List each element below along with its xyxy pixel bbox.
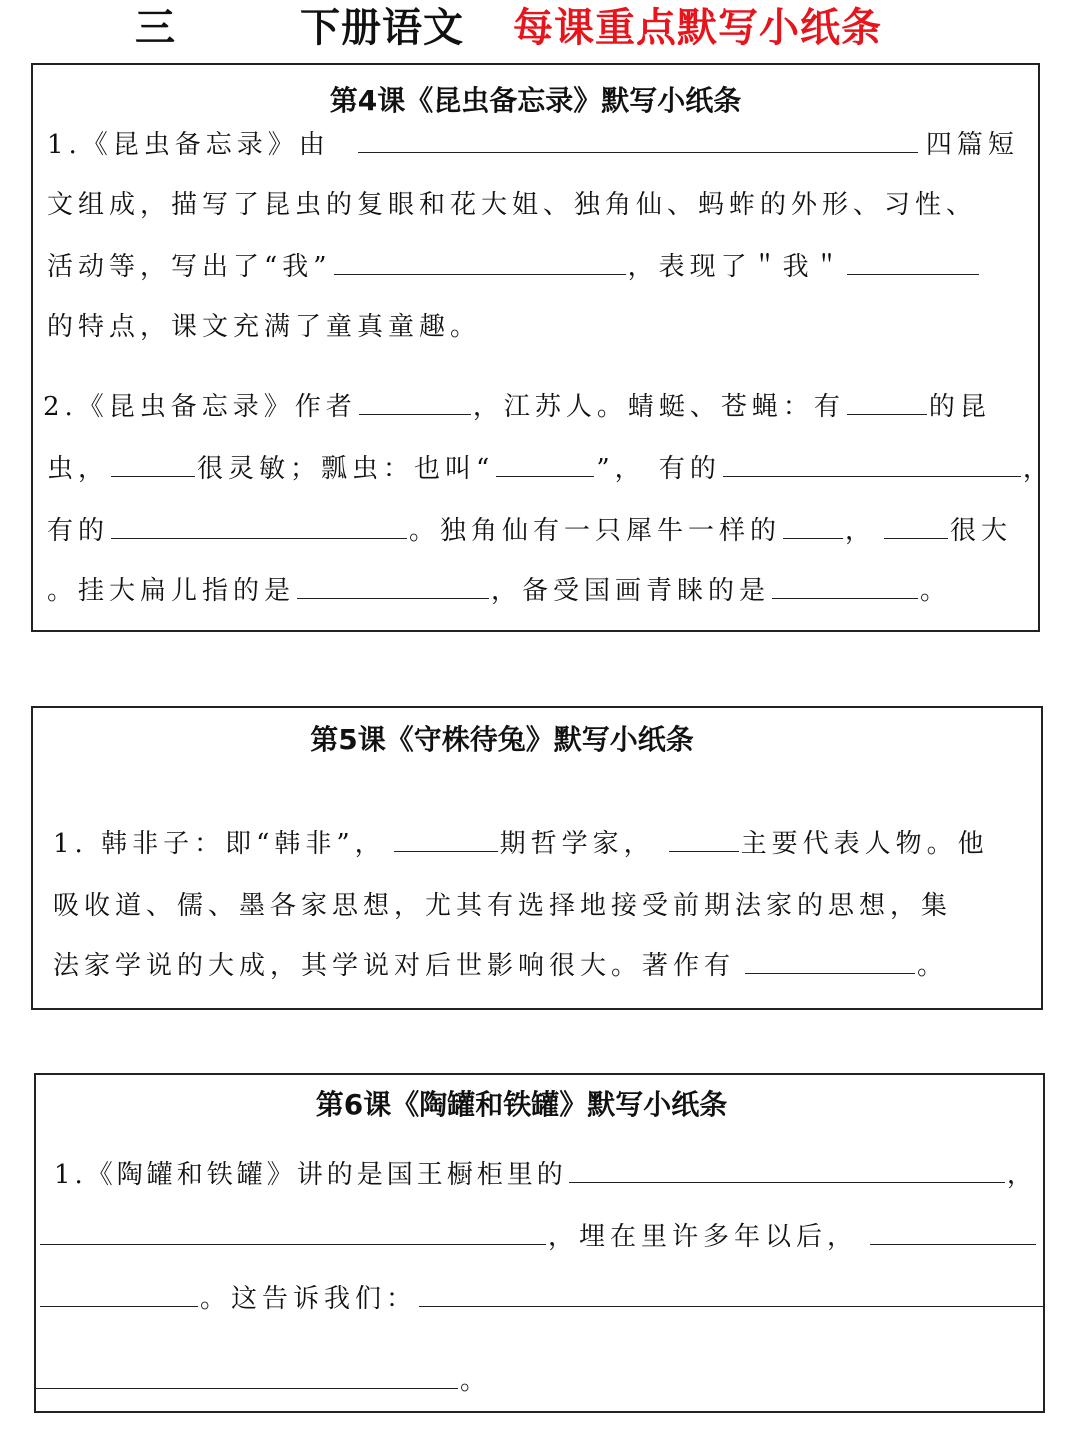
- lesson4-q2-line1: 2.《昆虫备忘录》作者 ，江苏人。蜻蜓、苍蝇：有 的昆: [43, 387, 991, 427]
- lesson6-q1-line3: 。这告诉我们：: [40, 1279, 1045, 1319]
- answer-blank[interactable]: [334, 248, 626, 275]
- answer-blank[interactable]: [496, 450, 594, 477]
- answer-blank[interactable]: [669, 825, 739, 852]
- title-black: 下册语文: [300, 5, 464, 51]
- answer-blank[interactable]: [297, 572, 489, 599]
- answer-blank[interactable]: [36, 1362, 458, 1389]
- answer-blank[interactable]: [745, 947, 915, 974]
- lesson5-card: [31, 706, 1043, 1010]
- answer-blank[interactable]: [359, 388, 471, 415]
- lesson4-q2-line2: 虫， 很灵敏；瓢虫：也叫“ ”， 有的 ，: [47, 449, 1054, 489]
- answer-blank[interactable]: [419, 1280, 1043, 1307]
- title-red: 每课重点默写小纸条: [513, 5, 882, 51]
- answer-blank[interactable]: [111, 450, 195, 477]
- lesson5-q1-line3: 法家学说的大成，其学说对后世影响很大。著作有 。: [53, 946, 948, 986]
- answer-blank[interactable]: [569, 1156, 1005, 1183]
- lesson4-q1-line1: 1.《昆虫备忘录》由 四篇短: [47, 125, 1019, 165]
- answer-blank[interactable]: [40, 1218, 546, 1245]
- lesson4-q2-line3: 有的 。独角仙有一只犀牛一样的 ， 很大: [47, 511, 1012, 551]
- answer-blank[interactable]: [884, 512, 948, 539]
- lesson4-heading: 第4课《昆虫备忘录》默写小纸条: [329, 84, 742, 117]
- answer-blank[interactable]: [772, 572, 918, 599]
- lesson6-q1-line4: 。: [36, 1361, 491, 1401]
- page-title: [0, 0, 1080, 56]
- answer-blank[interactable]: [40, 1280, 198, 1307]
- answer-blank[interactable]: [847, 248, 979, 275]
- answer-blank[interactable]: [394, 825, 498, 852]
- lesson6-q1-line1: 1.《陶罐和铁罐》讲的是国王橱柜里的 ，: [54, 1155, 1033, 1195]
- answer-blank[interactable]: [358, 126, 918, 153]
- lesson6-heading: 第6课《陶罐和铁罐》默写小纸条: [315, 1088, 728, 1121]
- lesson6-card: [34, 1073, 1045, 1413]
- lesson4-q1-line2: 文组成，描写了昆虫的复眼和花大姐、独角仙、蚂蚱的外形、习性、: [47, 190, 978, 220]
- grade-label: 三: [135, 5, 175, 51]
- lesson4-q2-line4: 。挂大扁儿指的是 ，备受国画青睐的是 。: [47, 571, 951, 611]
- answer-blank[interactable]: [723, 450, 1021, 477]
- lesson5-heading: 第5课《守株待兔》默写小纸条: [310, 723, 694, 756]
- answer-blank[interactable]: [111, 512, 407, 539]
- lesson4-q1-line4: 的特点，课文充满了童真童趣。: [47, 312, 482, 342]
- lesson5-q1-line2: 吸收道、儒、墨各家思想，尤其有选择地接受前期法家的思想，集: [53, 891, 953, 921]
- lesson5-q1-line1: 1. 韩非子：即“韩非”， 期哲学家， 主要代表人物。他: [53, 824, 989, 864]
- answer-blank[interactable]: [847, 388, 927, 415]
- answer-blank[interactable]: [783, 512, 843, 539]
- answer-blank[interactable]: [870, 1218, 1036, 1245]
- lesson4-q1-line3: 活动等，写出了“我” ，表现了＂我＂: [47, 247, 981, 287]
- lesson6-q1-line2: ，埋在里许多年以后，: [40, 1217, 1038, 1257]
- lesson4-card: [31, 63, 1054, 632]
